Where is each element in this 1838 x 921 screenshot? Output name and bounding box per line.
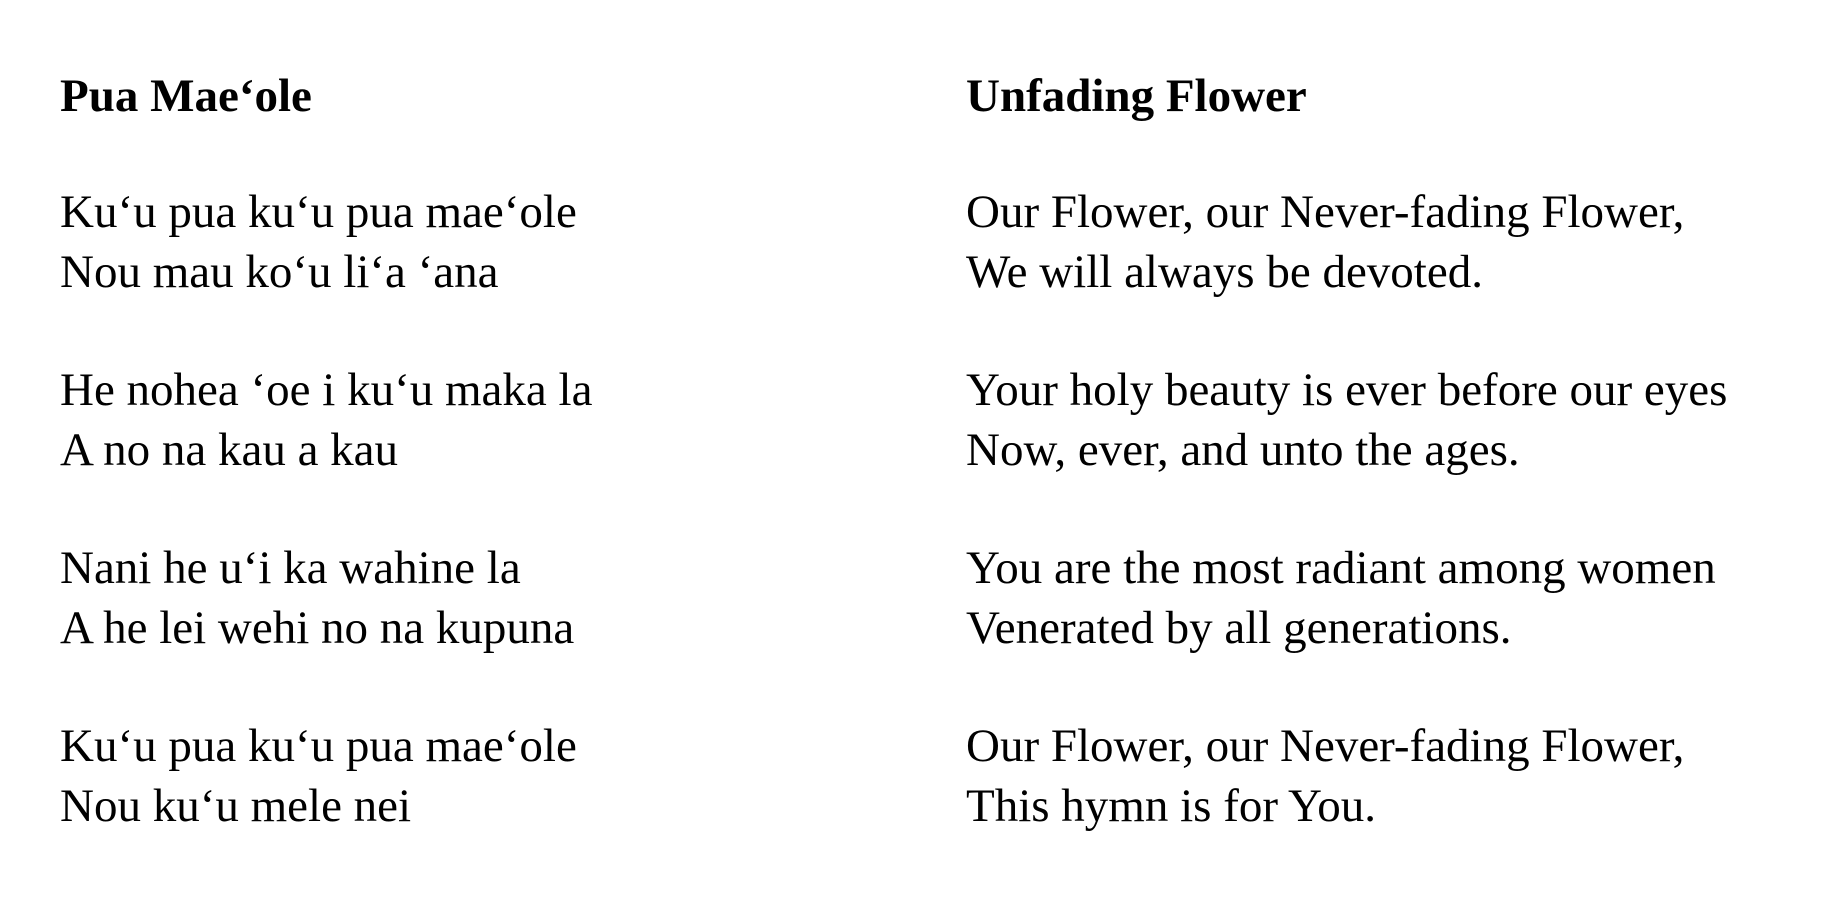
translation-line: Your holy beauty is ever before our eyes [966,364,1728,416]
lyric-line: A he lei wehi no na kupuna [60,602,575,654]
translation-line: Our Flower, our Never-fading Flower, [966,186,1685,238]
hawaiian-stanza-2 [60,360,920,480]
translation-line: Our Flower, our Never-fading Flower, [966,720,1685,772]
lyric-line: A no na kau a kau [60,424,399,476]
translation-line: Venerated by all generations. [966,602,1512,654]
lyric-line: Ku‘u pua ku‘u pua mae‘ole [60,186,577,238]
translation-line: We will always be devoted. [966,246,1483,298]
english-title: Unfading Flower [966,70,1307,122]
hawaiian-title: Pua Mae‘ole [60,70,312,122]
hawaiian-stanza-1 [60,182,920,302]
translation-line: You are the most radiant among women [966,542,1716,594]
english-stanza-1 [966,182,1826,302]
english-stanza-3 [966,538,1826,658]
english-stanza-2 [966,360,1826,480]
lyric-line: Nou ku‘u mele nei [60,780,412,832]
english-translation-column [966,66,1826,894]
hawaiian-lyrics-column [60,66,920,894]
lyric-line: He nohea ‘oe i ku‘u maka la [60,364,593,416]
translation-line: This hymn is for You. [966,780,1377,832]
translation-line: Now, ever, and unto the ages. [966,424,1520,476]
lyric-line: Ku‘u pua ku‘u pua mae‘ole [60,720,577,772]
lyric-line: Nani he u‘i ka wahine la [60,542,521,594]
hawaiian-stanza-3 [60,538,920,658]
hawaiian-stanza-4 [60,716,920,836]
english-stanza-4 [966,716,1826,836]
lyric-line: Nou mau ko‘u li‘a ‘ana [60,246,499,298]
